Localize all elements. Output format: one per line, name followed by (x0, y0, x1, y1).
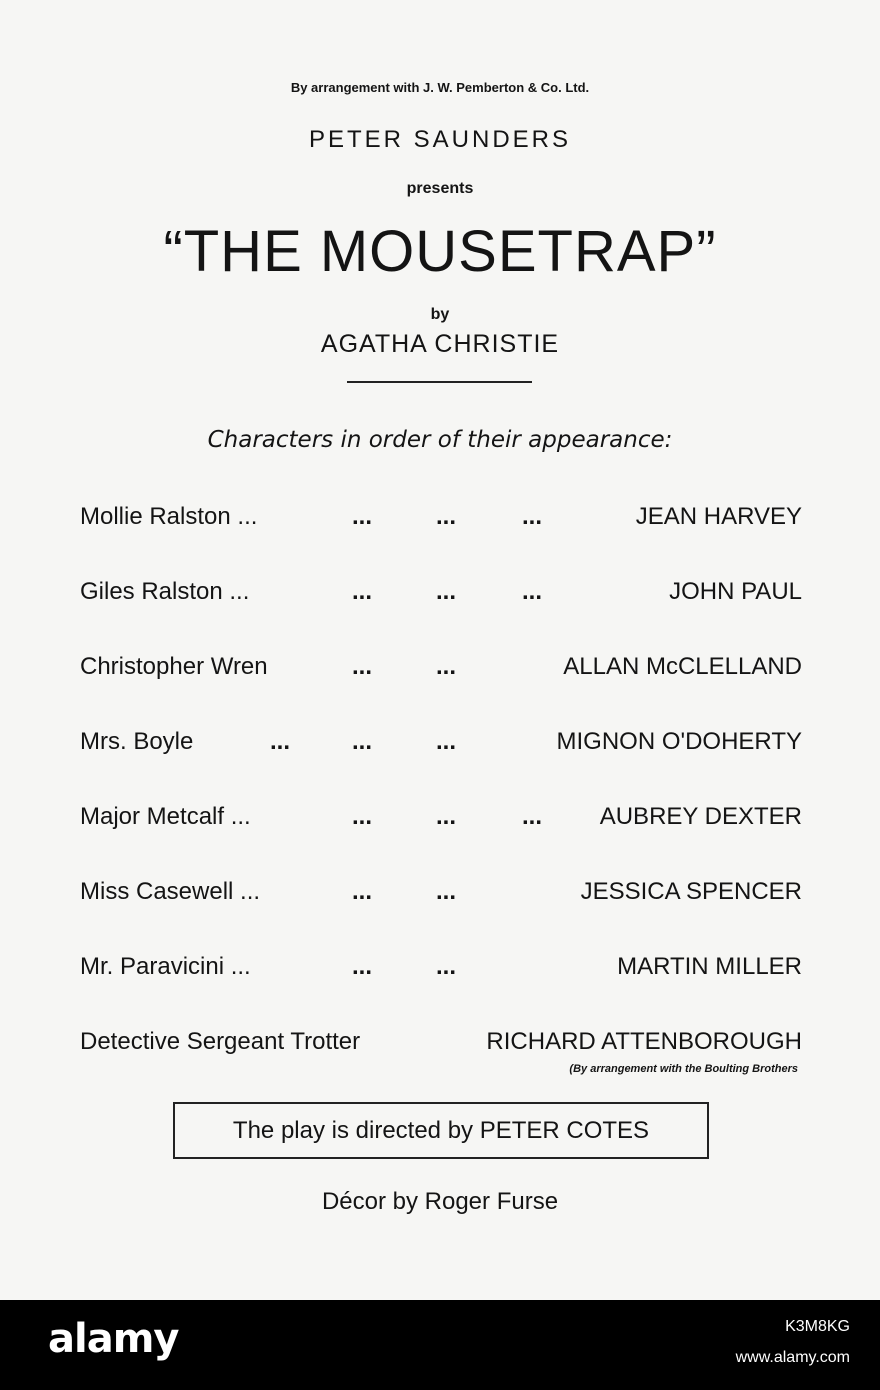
cast-role: Mr. Paravicini ... (80, 953, 251, 980)
cast-dots: ... (522, 803, 543, 830)
cast-role: Mrs. Boyle (80, 728, 194, 755)
cast-role: Major Metcalf ... (80, 803, 251, 830)
cast-row (80, 953, 802, 989)
cast-dots: ... (352, 953, 373, 980)
cast-dots: ... (436, 953, 457, 980)
cast-dots: ... (436, 578, 457, 605)
cast-dots: ... (270, 728, 291, 755)
cast-row (80, 728, 802, 764)
cast-dots: ... (436, 878, 457, 905)
cast-role: Giles Ralston ... (80, 578, 250, 605)
watermark-url: www.alamy.com (735, 1349, 850, 1366)
cast-dots: ... (352, 503, 373, 530)
cast-dots: ... (436, 803, 457, 830)
producer-name: PETER SAUNDERS (308, 126, 572, 153)
cast-dots: ... (352, 803, 373, 830)
cast-role: Detective Sergeant Trotter (80, 1028, 361, 1055)
title-divider (347, 381, 532, 383)
cast-dots: ... (436, 653, 457, 680)
author-name: AGATHA CHRISTIE (320, 330, 560, 358)
by-label: by (430, 306, 450, 323)
watermark-image-id: K3M8KG (785, 1318, 850, 1335)
characters-heading: Characters in order of their appearance: (207, 427, 673, 453)
cast-row (80, 653, 802, 689)
cast-dots: ... (352, 653, 373, 680)
cast-row (80, 1028, 802, 1064)
cast-actor: JEAN HARVEY (635, 503, 802, 530)
cast-dots: ... (522, 503, 543, 530)
cast-actor: JOHN PAUL (669, 578, 802, 605)
cast-role: Mollie Ralston ... (80, 503, 258, 530)
cast-role: Miss Casewell ... (80, 878, 261, 905)
cast-role: Christopher Wren (80, 653, 268, 680)
cast-dots: ... (352, 878, 373, 905)
watermark-logo: alamy (48, 1316, 179, 1362)
cast-row (80, 503, 802, 539)
cast-actor: AUBREY DEXTER (599, 803, 802, 830)
director-box: The play is directed by PETER COTES (173, 1102, 709, 1159)
cast-dots: ... (436, 503, 457, 530)
play-title: “THE MOUSETRAP” (163, 219, 717, 284)
presents-label: presents (406, 180, 474, 197)
cast-actor: MARTIN MILLER (617, 953, 802, 980)
cast-note: (By arrangement with the Boulting Brothers (569, 1063, 798, 1075)
decor-credit: Décor by Roger Furse (321, 1188, 559, 1215)
cast-row (80, 878, 802, 914)
cast-row (80, 803, 802, 839)
cast-actor: RICHARD ATTENBOROUGH (486, 1028, 802, 1055)
cast-row (80, 578, 802, 614)
cast-actor: ALLAN McCLELLAND (563, 653, 802, 680)
cast-dots: ... (522, 578, 543, 605)
cast-actor: JESSICA SPENCER (580, 878, 802, 905)
cast-dots: ... (352, 728, 373, 755)
cast-dots: ... (352, 578, 373, 605)
arrangement-credit: By arrangement with J. W. Pemberton & Co. Ltd. (290, 80, 590, 95)
cast-dots: ... (436, 728, 457, 755)
cast-actor: MIGNON O'DOHERTY (556, 728, 802, 755)
